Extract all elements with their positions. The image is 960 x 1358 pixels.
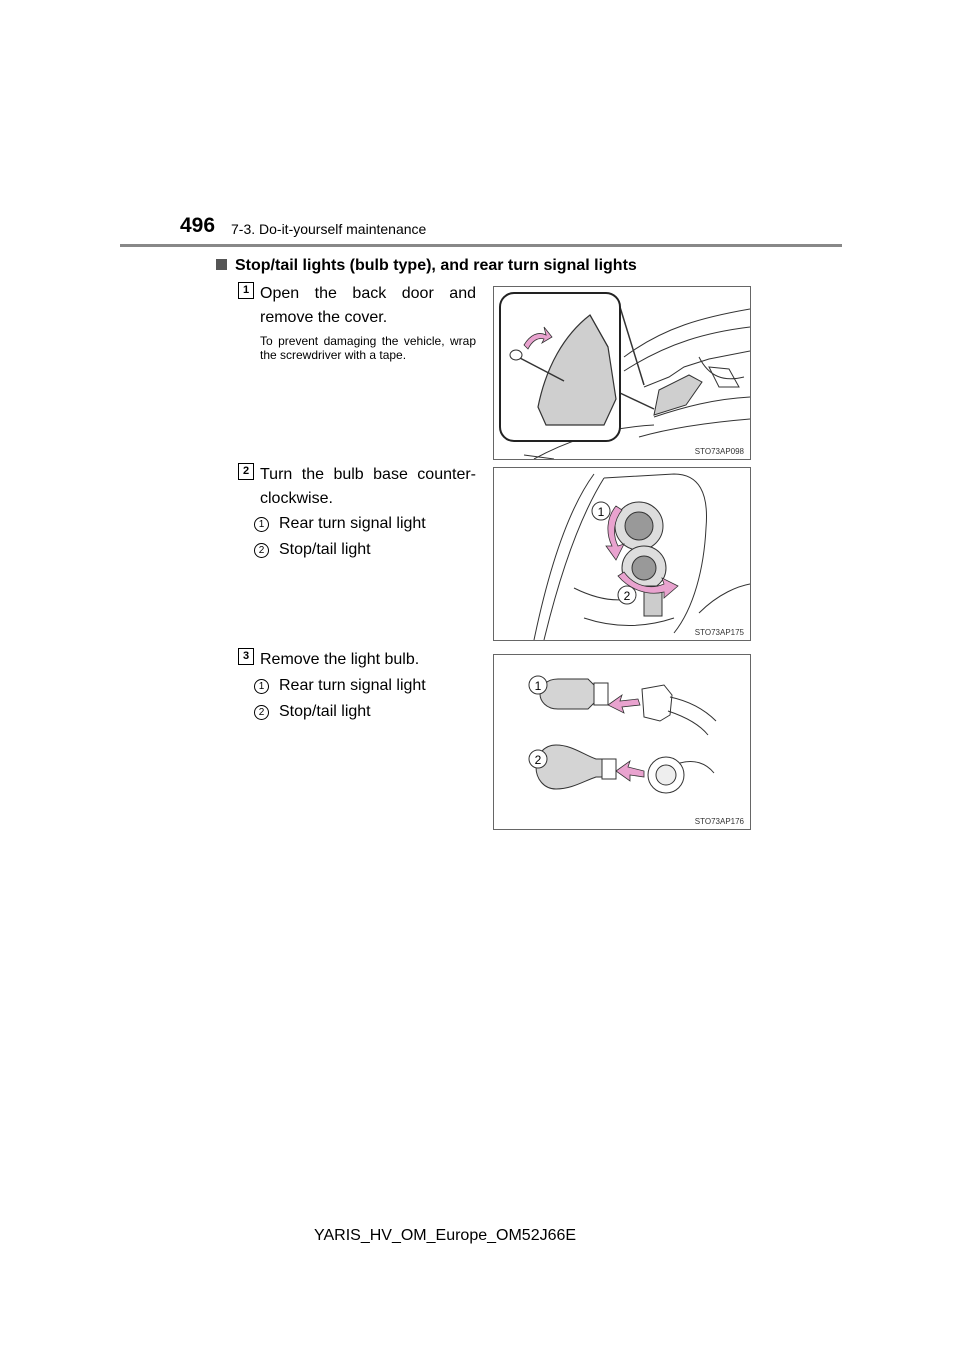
- section-heading: [216, 257, 637, 275]
- page-number: 496: [180, 214, 216, 237]
- remove-cover-illustration: [494, 287, 750, 459]
- item-label: Stop/tail light: [279, 541, 371, 558]
- item-label: Rear turn signal light: [279, 515, 426, 532]
- svg-text:2: 2: [623, 589, 631, 603]
- square-bullet-icon: [216, 259, 227, 270]
- remove-bulb-illustration: [494, 655, 750, 829]
- heading-text: Stop/tail lights (bulb type), and rear turn signal lights: [235, 257, 637, 274]
- item-label: Rear turn signal light: [279, 677, 426, 694]
- step-2-item-2: [254, 540, 371, 560]
- item-label: Stop/tail light: [279, 703, 371, 720]
- svg-text:1: 1: [597, 505, 605, 519]
- step-3-item-1: [254, 676, 426, 696]
- item-marker-1: 1: [254, 517, 269, 532]
- svg-text:2: 2: [534, 753, 542, 767]
- step-3-item-2: [254, 702, 371, 722]
- step-number-1: 1: [238, 282, 254, 299]
- figure-code: STO73AP175: [694, 628, 744, 637]
- document-footer: YARIS_HV_OM_Europe_OM52J66E: [314, 1227, 577, 1244]
- item-marker-1: 1: [254, 679, 269, 694]
- step-2-text: Turn the bulb base counter-clockwise.: [260, 466, 476, 507]
- figure-remove-bulb: [493, 654, 751, 830]
- step-3-text: Remove the light bulb.: [260, 651, 420, 668]
- figure-code: STO73AP098: [694, 447, 744, 456]
- step-1-text: Open the back door and remove the cover.: [260, 285, 476, 326]
- item-marker-2: 2: [254, 543, 269, 558]
- section-title: 7-3. Do-it-yourself maintenance: [231, 221, 427, 237]
- figure-turn-bulb-base: [493, 467, 751, 641]
- header-divider: [120, 244, 842, 247]
- turn-bulb-base-illustration: [494, 468, 750, 640]
- figure-remove-cover: [493, 286, 751, 460]
- item-marker-2: 2: [254, 705, 269, 720]
- step-1-note: To prevent damaging the vehicle, wrap the screwdriver with a tape.: [260, 334, 476, 362]
- step-number-2: 2: [238, 463, 254, 480]
- figure-code: STO73AP176: [694, 817, 744, 826]
- step-number-3: 3: [238, 648, 254, 665]
- svg-text:1: 1: [534, 679, 542, 693]
- step-2-item-1: [254, 514, 426, 534]
